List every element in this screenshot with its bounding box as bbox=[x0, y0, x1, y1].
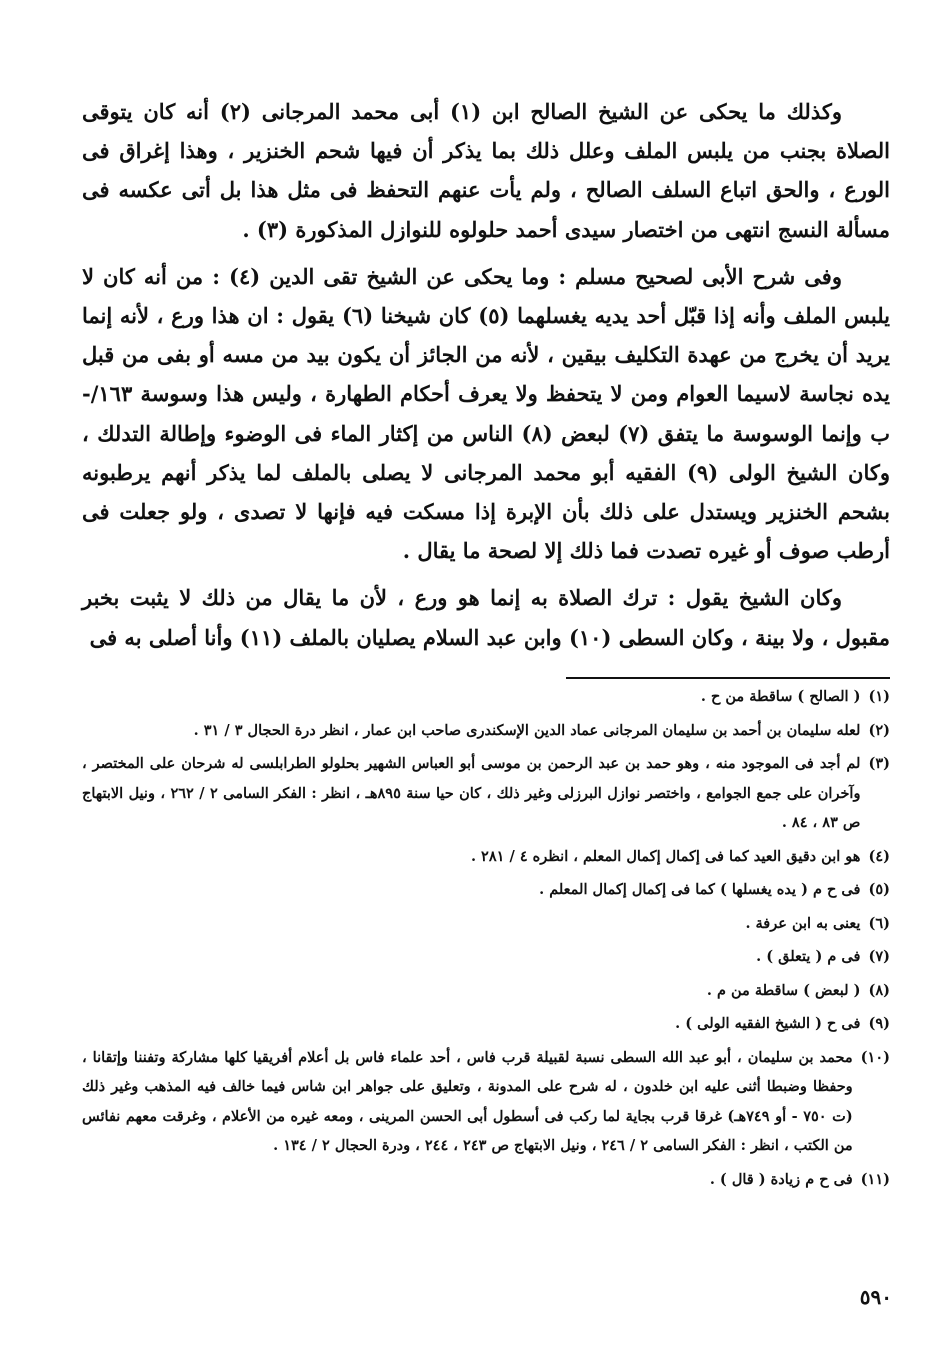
footnote bbox=[82, 1043, 890, 1161]
footnote-text: فى ح ( الشيخ الفقيه الولى ) . bbox=[675, 1015, 861, 1032]
paragraph: وكذلك ما يحكى عن الشيخ الصالح ابن (١) أبى محمد المرجانى (٢) أنه كان يتوقى الصلاة بجنب من يلبس الملف وعلل ذلك بما يذكر أن فيها شحم الخنزير ، وهذا إغراق فى الورع ، والحق اتباع السلف الصالح ، ولم يأت عنهم التحفظ فى مثل هذا بل أتى عكسه فى مسألة النسج انتهى من اختصار سيدى أحمد حلولوه للنوازل المذكورة (٣) . bbox=[82, 99, 890, 242]
footnote-text: فى ح م ( يده يغسلها ) كما فى إكمال إكمال المعلم . bbox=[539, 881, 861, 898]
footnote-text: ( الصالح ) ساقطة من ح . bbox=[700, 688, 861, 705]
footnote-number: (٥) bbox=[868, 881, 890, 898]
footnote-text: فى م ( يتعلق ) . bbox=[756, 948, 861, 965]
footnote-number: (٧) bbox=[868, 948, 890, 965]
page-number: ٥٩٠ bbox=[859, 1285, 892, 1309]
footnote-number: (٤) bbox=[868, 847, 890, 865]
footnote bbox=[82, 749, 890, 838]
footnote-number: (٢) bbox=[868, 721, 890, 739]
footnote bbox=[82, 909, 890, 939]
footnote-number: (٩) bbox=[868, 1015, 890, 1032]
footnote-text: محمد بن سليمان ، أبو عبد الله السطى نسبة لقبيلة قرب فاس ، أحد علماء فاس بل أعلام أفريقيا كلها مشاركة وتفننا وإتقانا ، وحفظا وضبطا أثنى عليه ابن خلدون ، له شرح على المدونة ، وتعليق على جواهر ابن شاس فيما خالف فيه المذهب وغير ذلك (ت ٧٥٠ - أو ٧٤٩هـ) غرقا قرب بجاية لما ركب فى أسطول أبى الحسن المرينى ، ومعه غيره من الأعلام ، وغرقت معهم نفائس من الكتب ، انظر : الفكر السامى ٢ / ٢٤٦ ، ونيل الابتهاج ص ٢٤٣ ، ٢٤٤ ، ودرة الحجال ٢ / ١٣٤ . bbox=[82, 1048, 853, 1154]
footnote-text: ( لبعض ) ساقطة من م . bbox=[706, 981, 861, 999]
footnote bbox=[82, 875, 890, 905]
footnotes bbox=[82, 682, 890, 1194]
footnote bbox=[82, 942, 890, 972]
footnote-text: هو ابن دقيق العيد كما فى إكمال إكمال المعلم ، انظره ٤ / ٢٨١ . bbox=[470, 847, 861, 865]
paragraph: وكان الشيخ يقول : ترك الصلاة به إنما هو ورع ، لأن ما يقال من ذلك لا يثبت بخبر مقبول ، ولا بينة ، وكان السطى (١٠) وابن عبد السلام يصليان بالملف (١١) وأنا أصلى به فى bbox=[82, 585, 890, 650]
footnote-text: فى ح م زيادة ( قال ) . bbox=[709, 1170, 853, 1188]
footnote bbox=[82, 716, 890, 746]
main-text bbox=[82, 92, 890, 657]
footnote-number: (١) bbox=[868, 688, 890, 705]
footnote-number: (٨) bbox=[868, 981, 890, 999]
footnote-number: (١١) bbox=[860, 1170, 890, 1188]
footnote bbox=[82, 842, 890, 872]
footnote-number: (٦) bbox=[868, 914, 890, 932]
footnote-text: لعله سليمان بن أحمد بن سليمان المرجانى عماد الدين الإسكندرى صاحب ابن عمار ، انظر درة الحجال ٣ / ٣١ . bbox=[193, 721, 861, 739]
footnote-text: لم أجد فى الموجود منه ، وهو حمد بن عبد الرحمن بن موسى أبو العباس الشهير بحلولو الطرابلسى له شرحان على المختصر ، وآخران على جمع الجوامع ، واختصر نوازل البرزلى وغير ذلك ، كان حيا سنة ٨٩٥هـ ، انظر : الفكر السامى ٢ / ٢٦٢ ، ونيل الابتهاج ص ٨٣ ، ٨٤ . bbox=[82, 755, 861, 831]
footnote bbox=[82, 976, 890, 1006]
footnote bbox=[82, 1009, 890, 1039]
footnote bbox=[82, 682, 890, 712]
footnote bbox=[82, 1165, 890, 1195]
paragraph: وفى شرح الأبى لصحيح مسلم : وما يحكى عن الشيخ تقى الدين (٤) : من أنه كان لا يلبس الملف وأنه إذا قبّل أحد يديه يغسلهما (٥) كان شيخنا (٦) يقول : ان هذا ورع ، لأنه إنما يريد أن يخرج من عهدة التكليف بيقين ، لأنه من الجائز أن يكون بيد من مسه أو بفى من قبل يده نجاسة لاسيما العوام ومن لا يتحفظ ولا يعرف أحكام الطهارة ، وليس هذا وسوسة ١٦٣/-ب وإنما الوسوسة ما يتفق (٧) لبعض (٨) الناس من إكثار الماء فى الوضوء وإطالة التدلك ، وكان الشيخ الولى (٩) الفقيه أبو محمد المرجانى لا يصلى بالملف لما يذكر أنهم يرطبونه بشحم الخنزير ويستدل على ذلك بأن الإبرة إذا مسكت فيه فإنها لا تصدى ، ولو جعلت فى أرطب صوف أو غيره تصدت فما ذلك إلا لصحة ما يقال . bbox=[82, 263, 890, 564]
footnote-number: (١٠) bbox=[860, 1048, 890, 1066]
footnote-text: يعنى به ابن عرفة . bbox=[745, 914, 861, 932]
footnote-number: (٣) bbox=[868, 755, 890, 772]
footnote-separator bbox=[566, 677, 890, 679]
